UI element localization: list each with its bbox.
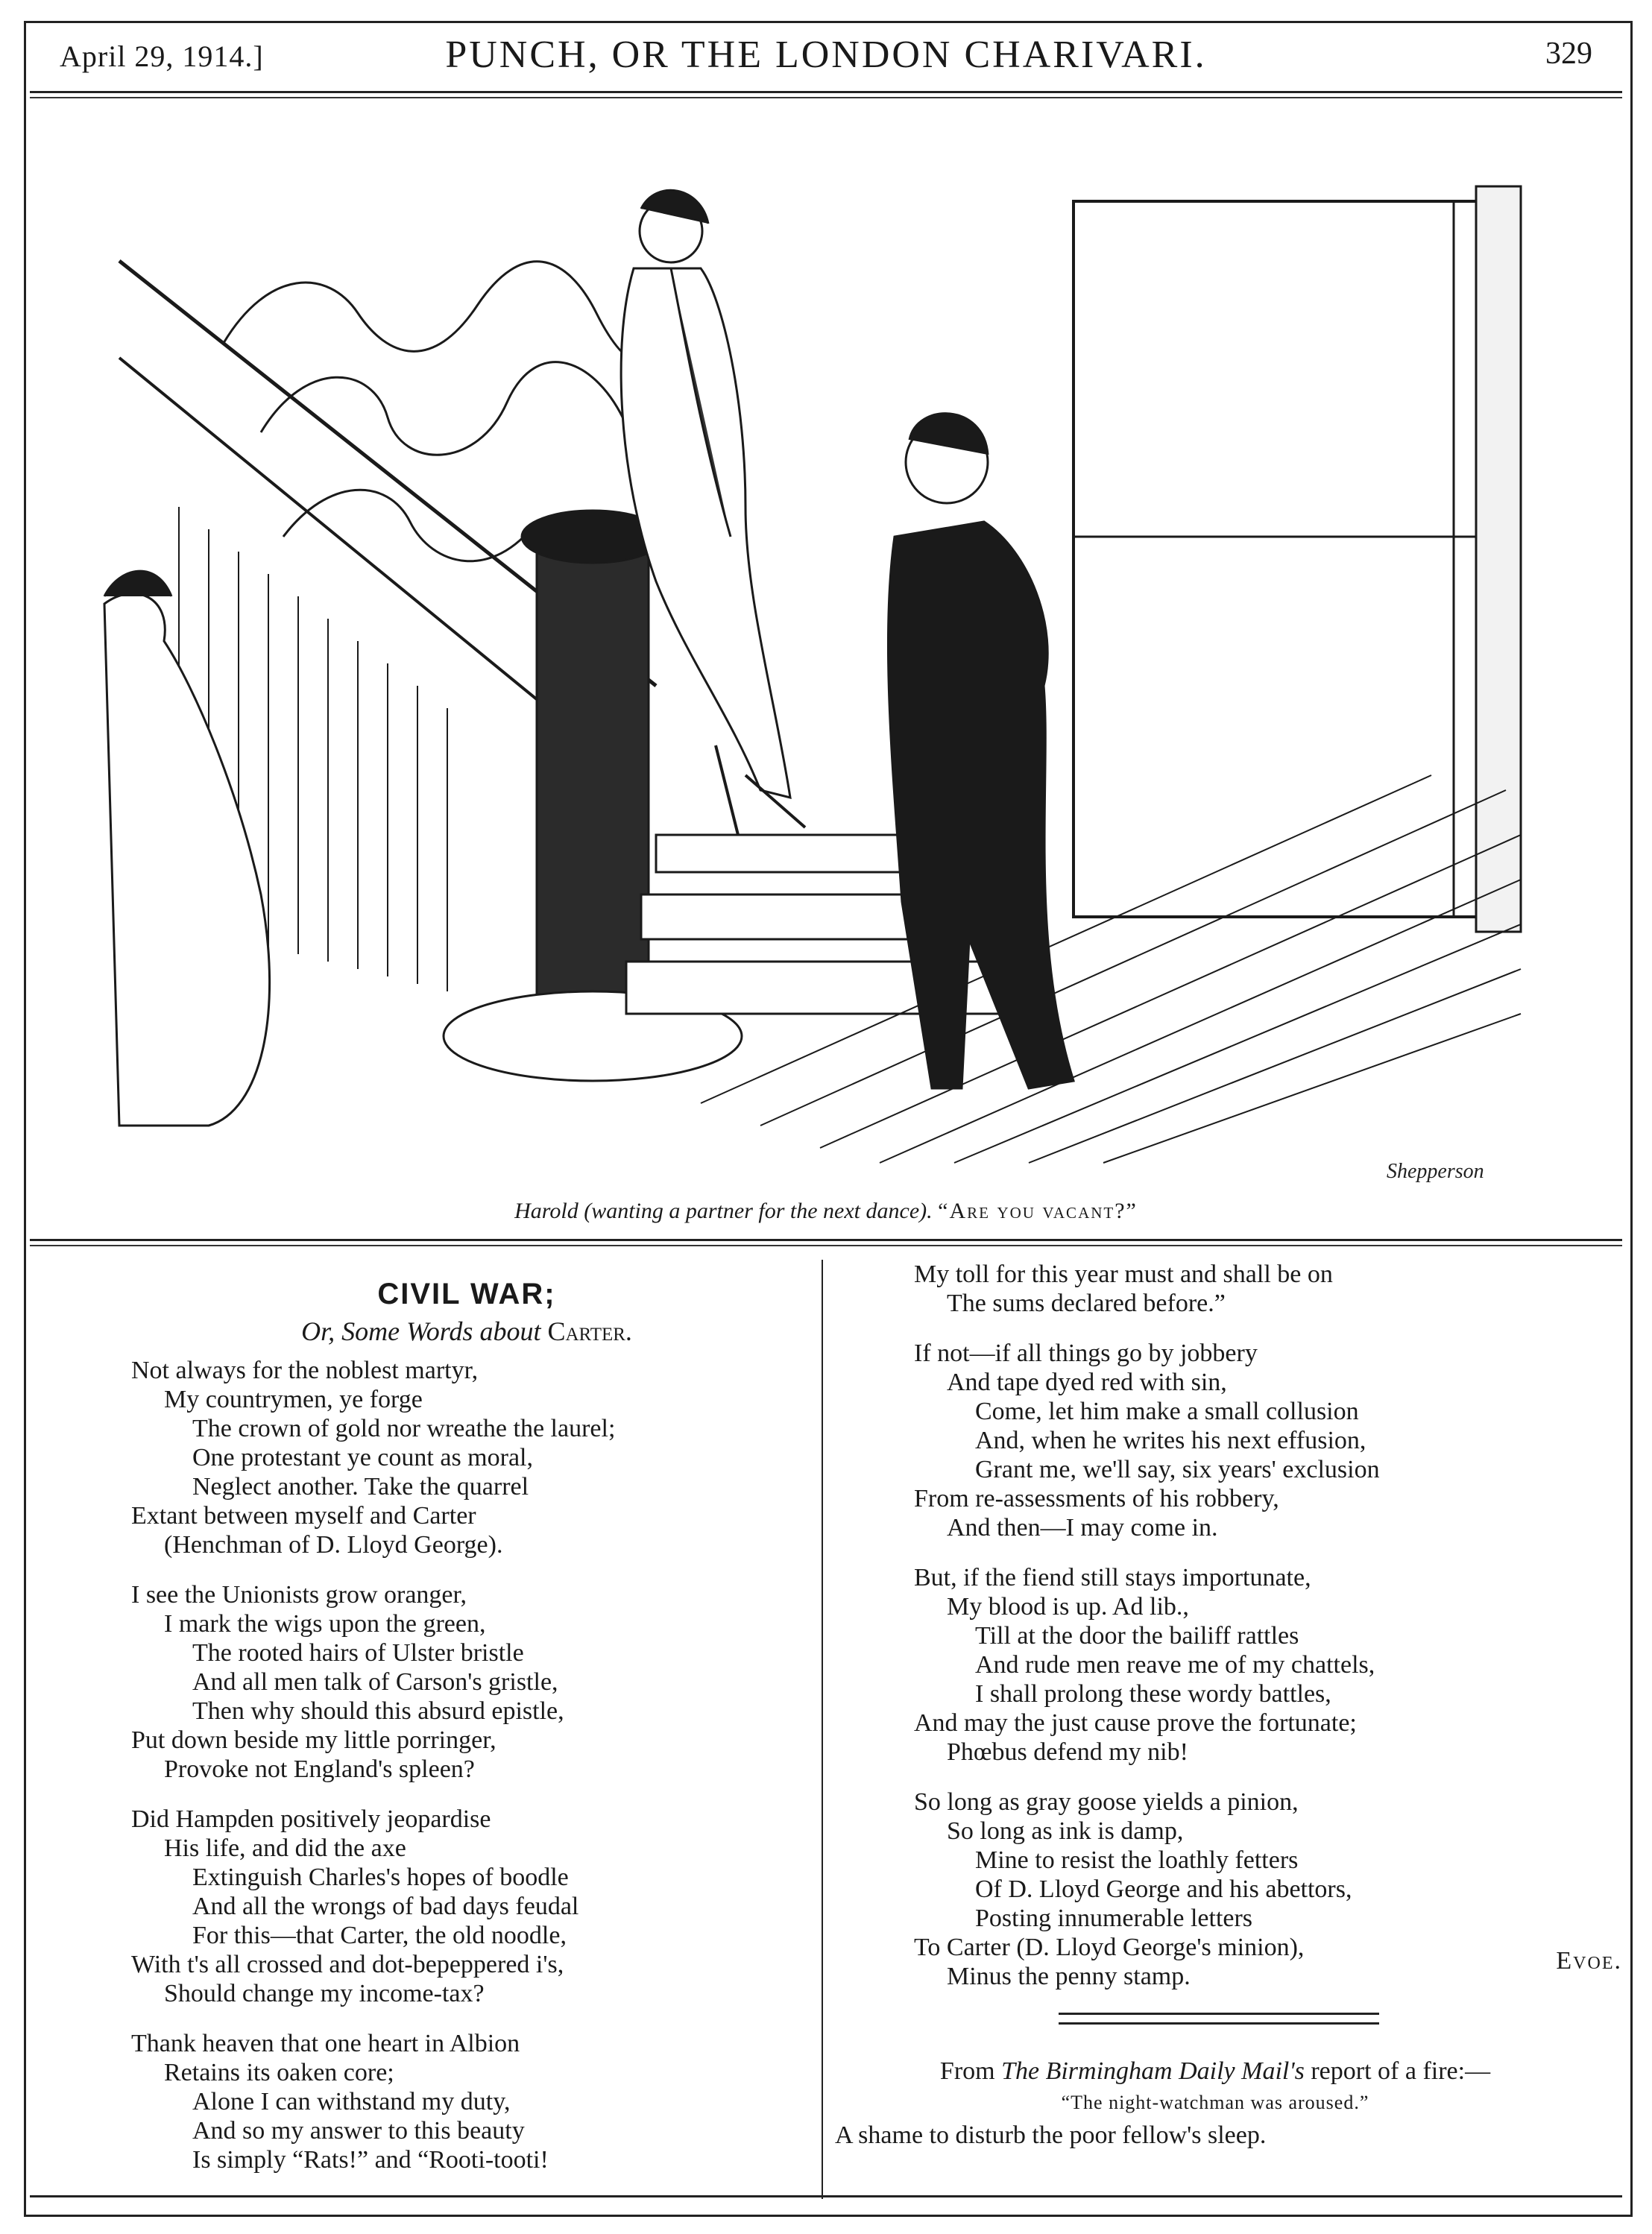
poem-line: Mine to resist the loathly fetters (975, 1846, 1299, 1874)
poem-line: I shall prolong these wordy battles, (975, 1680, 1331, 1708)
poem-line: Put down beside my little porringer, (131, 1726, 496, 1754)
poem-line: And may the just cause prove the fortunate; (914, 1709, 1357, 1737)
poem-line: So long as gray goose yields a pinion, (914, 1788, 1299, 1816)
poem-line: (Henchman of D. Lloyd George). (164, 1531, 503, 1559)
poem-line: With t's all crossed and dot-bepeppered i's, (131, 1951, 564, 1978)
poem-line: The rooted hairs of Ulster bristle (192, 1639, 524, 1667)
poem-line: Thank heaven that one heart in Albion (131, 2030, 520, 2057)
poem-subtitle-name: Carter. (547, 1316, 632, 1346)
poem-line: Phœbus defend my nib! (947, 1738, 1188, 1766)
poem-line: And then—I may come in. (947, 1514, 1218, 1542)
poem-line: My countrymen, ye forge (164, 1386, 423, 1413)
poem-stanza (914, 1260, 1600, 1318)
artist-signature: Shepperson (1387, 1160, 1484, 1183)
poem-line: His life, and did the axe (164, 1834, 406, 1862)
poem-line: Till at the door the bailiff rattles (975, 1622, 1299, 1650)
snippet-intro (827, 2057, 1603, 2086)
poem-line: The crown of gold nor wreathe the laurel; (192, 1415, 616, 1442)
poem-right-column (914, 1260, 1600, 2012)
left-stanzas (131, 1356, 802, 2174)
poem-line: From re-assessments of his robbery, (914, 1485, 1279, 1512)
poem-line: I mark the wigs upon the green, (164, 1610, 486, 1638)
poem-line: Not always for the noblest martyr, (131, 1357, 479, 1384)
poem-author: Evoe. (1556, 1947, 1622, 1975)
poem-line: And rude men reave me of my chattels, (975, 1651, 1375, 1679)
cartoon-caption (0, 1199, 1652, 1224)
poem-line: Come, let him make a small collusion (975, 1398, 1359, 1425)
caption-speech: “Are you vacant?” (938, 1199, 1138, 1223)
column-divider (822, 1260, 823, 2199)
poem-stanza (914, 1339, 1600, 1542)
poem-left-column (131, 1267, 802, 2195)
poem-line: Minus the penny stamp. (947, 1963, 1191, 1990)
section-double-rule (1059, 2013, 1379, 2025)
poem-stanza (914, 1563, 1600, 1767)
poem-line: My blood is up. Ad lib., (947, 1593, 1189, 1621)
seated-figure (104, 571, 270, 1126)
poem-line: Is simply “Rats!” and “Rooti-tooti! (192, 2146, 549, 2174)
poem-line: And tape dyed red with sin, (947, 1369, 1227, 1396)
poem-line: If not—if all things go by jobbery (914, 1340, 1258, 1367)
snippet-source: The Birmingham Daily Mail's (1001, 2057, 1305, 2085)
caption-rule (30, 1239, 1622, 1241)
cartoon-illustration (89, 119, 1528, 1183)
poem-stanza (914, 1787, 1600, 1991)
snippet-quote: “The night-watchman was aroused.” (1061, 2092, 1369, 2113)
snippet-intro-suffix: report of a fire:— (1311, 2057, 1491, 2085)
page-header (60, 31, 1592, 83)
poem-stanza (131, 1805, 802, 2008)
poem-stanza (131, 1580, 802, 1784)
poem-line: Posting innumerable letters (975, 1905, 1253, 1932)
right-stanzas (914, 1260, 1600, 1991)
poem-line: And all men talk of Carson's gristle, (192, 1668, 558, 1696)
poem-line: But, if the fiend still stays importunate, (914, 1564, 1311, 1591)
newel-post (537, 537, 649, 999)
poem-line: I see the Unionists grow oranger, (131, 1581, 467, 1609)
poem-line: And all the wrongs of bad days feudal (192, 1893, 579, 1920)
poem-stanza (131, 1356, 802, 1559)
page-number: 329 (1545, 37, 1592, 71)
poem-line: One protestant ye count as moral, (192, 1444, 533, 1471)
poem-line: To Carter (D. Lloyd George's minion), (914, 1934, 1305, 1961)
poem-line: And so my answer to this beauty (192, 2117, 525, 2145)
poem-line: Extant between myself and Carter (131, 1502, 476, 1530)
poem-line: Did Hampden positively jeopardise (131, 1805, 491, 1833)
snippet-comment: A shame to disturb the poor fellow's sleep. (835, 2121, 1267, 2149)
poem-line: Grant me, we'll say, six years' exclusion (975, 1456, 1380, 1483)
poem-subtitle-prefix: Or, Some Words about (301, 1316, 541, 1346)
header-rule (30, 91, 1622, 93)
snippet-intro-prefix: From (939, 2057, 995, 2085)
poem-subtitle (131, 1316, 802, 1347)
poem-line: The sums declared before.” (947, 1290, 1226, 1317)
poem-line: And, when he writes his next effusion, (975, 1427, 1366, 1454)
poem-line: Provoke not England's spleen? (164, 1755, 475, 1783)
poem-line: For this—that Carter, the old noodle, (192, 1922, 567, 1949)
masthead-title: PUNCH, OR THE LONDON CHARIVARI. (445, 34, 1207, 76)
poem-stanza (131, 2029, 802, 2174)
header-rule-secondary (30, 97, 1622, 98)
news-snippet (827, 2057, 1603, 2150)
caption-rule-secondary (30, 1245, 1622, 1246)
poem-line: Alone I can withstand my duty, (192, 2088, 511, 2115)
window-frame (1074, 201, 1491, 917)
caption-prefix: Harold (wanting a partner for the next dance). (514, 1199, 933, 1223)
poem-line: My toll for this year must and shall be on (914, 1260, 1333, 1288)
poem-line: Extinguish Charles's hopes of boodle (192, 1864, 569, 1891)
poem-line: Neglect another. Take the quarrel (192, 1473, 529, 1501)
poem-line: Retains its oaken core; (164, 2059, 394, 2086)
poem-line: Should change my income-tax? (164, 1980, 485, 2007)
poem-line: So long as ink is damp, (947, 1817, 1184, 1845)
poem-line: Of D. Lloyd George and his abettors, (975, 1875, 1352, 1903)
issue-date: April 29, 1914.] (60, 40, 264, 73)
poem-title: CIVIL WAR; (377, 1278, 556, 1310)
poem-line: Then why should this absurd epistle, (192, 1697, 564, 1725)
footer-rule (30, 2195, 1622, 2197)
